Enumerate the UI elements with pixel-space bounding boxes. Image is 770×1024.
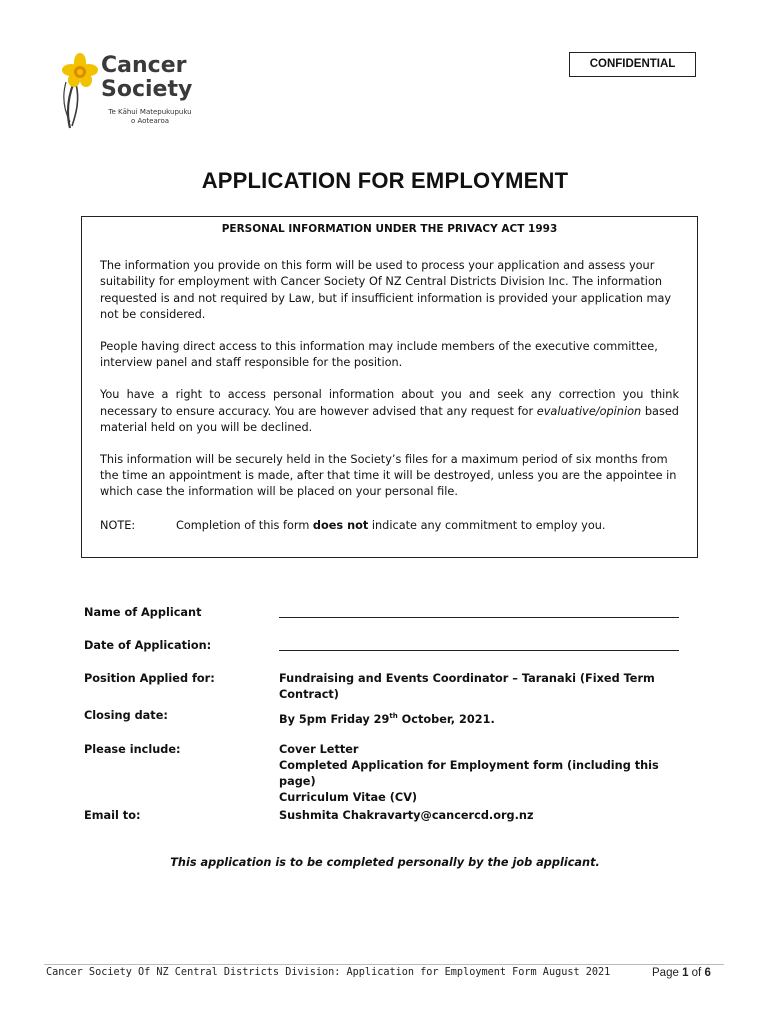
application-date-row <box>84 638 704 656</box>
confidential-badge: CONFIDENTIAL <box>569 52 696 77</box>
footer-divider <box>44 964 724 965</box>
closing-date-value: By 5pm Friday 29th October, 2021. <box>279 712 495 726</box>
include-item: Completed Application for Employment form (including this page) <box>279 759 659 788</box>
daffodil-icon <box>60 52 100 130</box>
position-row <box>84 671 704 701</box>
include-item: Curriculum Vitae (CV) <box>279 791 418 804</box>
include-row <box>84 742 704 804</box>
application-date-label: Date of Application: <box>84 639 212 652</box>
logo-wordmark: Cancer Society <box>101 53 193 102</box>
closing-date-row <box>84 708 704 726</box>
applicant-name-field[interactable] <box>279 617 679 618</box>
email-row <box>84 808 704 826</box>
position-label: Position Applied for: <box>84 672 215 685</box>
privacy-paragraph-3: You have a right to access personal information about you and seek any correction you think necessary to ensure accuracy. You are however advised that any request for evaluative/opinion based material held on you will be declined. <box>100 388 679 434</box>
include-label: Please include: <box>84 743 181 756</box>
closing-date-label: Closing date: <box>84 709 168 722</box>
applicant-name-label: Name of Applicant <box>84 606 202 619</box>
page-number: Page 1 of 6 <box>652 967 711 979</box>
privacy-paragraph-2: People having direct access to this information may include members of the executive committee, interview panel and staff responsible for the position. <box>100 340 658 370</box>
logo-subtitle: Te Kāhui Matepukupuku o Aotearoa <box>108 108 192 125</box>
privacy-notice-box <box>81 216 698 558</box>
note-emphasis: does not <box>312 518 369 532</box>
applicant-name-row <box>84 605 704 623</box>
page-title: APPLICATION FOR EMPLOYMENT <box>201 168 569 193</box>
note-label: NOTE: <box>100 518 136 532</box>
closing-note: This application is to be completed personally by the job applicant. <box>170 856 600 869</box>
include-item: Cover Letter <box>279 743 359 756</box>
email-value[interactable]: Sushmita Chakravarty@cancercd.org.nz <box>279 809 534 822</box>
application-date-field[interactable] <box>279 650 679 651</box>
privacy-heading: PERSONAL INFORMATION UNDER THE PRIVACY ACT 1993 <box>221 223 558 235</box>
privacy-paragraph-1: The information you provide on this form will be used to process your application and assess your suitability for employment with Cancer Society Of NZ Central Districts Division Inc. The information requested is and not required by Law, but if insufficient information is provided your application may not be considered. <box>100 259 672 321</box>
footer-text: Cancer Society Of NZ Central Districts Division: Application for Employment Form August 2021 <box>46 967 611 978</box>
privacy-note: NOTE: Completion of this form does not indicate any commitment to employ you. <box>100 518 679 534</box>
position-value: Fundraising and Events Coordinator – Taranaki (Fixed Term Contract) <box>279 672 655 701</box>
cancer-society-logo <box>60 52 210 132</box>
include-list <box>279 742 699 806</box>
email-label: Email to: <box>84 809 141 822</box>
privacy-paragraph-4: This information will be securely held in the Society’s files for a maximum period of six months from the time an appointment is made, after that time it will be destroyed, unless you are the appointee in which case the information will be placed on your personal file. <box>100 453 677 499</box>
privacy-emphasis: evaluative/opinion <box>536 404 642 418</box>
